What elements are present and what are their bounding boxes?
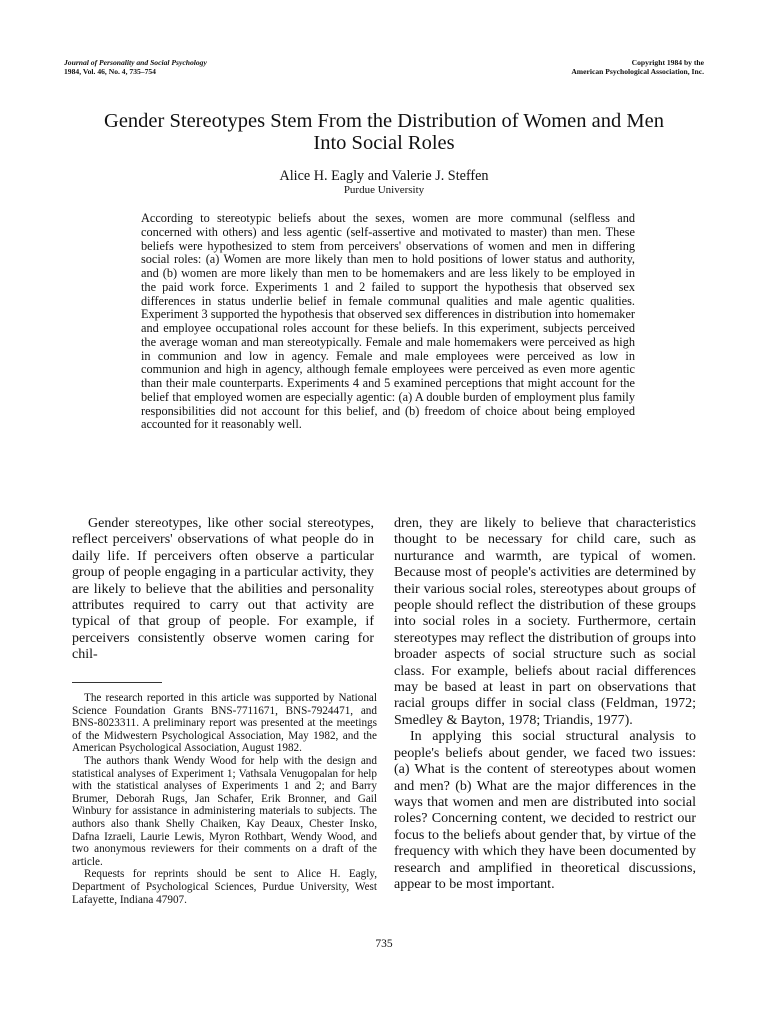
- journal-name: Journal of Personality and Social Psychology: [64, 58, 207, 67]
- body-column-right: [394, 516, 696, 893]
- footnote-funding: The research reported in this article was supported by National Science Foundation Grants BNS-7711671, BNS-7924471, and BNS-8023311. A preliminary report was presented at the meetings of the Midwestern Psychological Association, May 1982, and the American Psychological Association, August 1982.: [72, 692, 377, 755]
- body-paragraph: In applying this social structural analysis to people's beliefs about gender, we faced two issues: (a) What is the content of stereotypes about women and men? (b) What are the major differences in the ways that women and men are distributed into social roles? Concerning content, we decided to restrict our focus to the beliefs about gender that, by virtue of the frequency with which they have been documented by research and amplified in theoretical discussions, appear to be most important.: [394, 729, 696, 892]
- copyright-header: [404, 58, 704, 76]
- body-paragraph: Gender stereotypes, like other social stereotypes, reflect perceivers' observations of what people do in daily life. If perceivers often observe a particular group of people engaging in a particular activity, they are likely to believe that the abilities and personality attributes required to carry out that activity are typical of that group of people. For example, if perceivers consistently observe women caring for chil-: [72, 516, 374, 663]
- journal-header: [64, 58, 344, 76]
- copyright-line-1: Copyright 1984 by the: [631, 58, 704, 67]
- footnote-divider: [72, 682, 162, 683]
- abstract: According to stereotypic beliefs about the sexes, women are more communal (selfless and concerned with others) and less agentic (self-assertive and motivated to master) than men. These beliefs were hypothesized to stem from perceivers' observations of women and men in differing social roles: (a) Women are more likely than men to hold positions of lower status and authority, and (b) women are more likely than men to be homemakers and are less likely to be employed in the paid work force. Experiments 1 and 2 failed to support the hypothesis that observed sex differences in status underlie belief in female communal qualities and male agentic qualities. Experiment 3 supported the hypothesis that observed sex differences in distribution into homemaker and employee occupational roles account for these beliefs. In this experiment, subjects perceived the average woman and man stereotypically. Female and male homemakers were perceived as high in communion and low in agency. Female and male employees were perceived as low in communion and high in agency, although female employees were perceived as even more agentic than their male counterparts. Experiments 4 and 5 examined perceptions that might account for the belief that employed women are especially agentic: (a) A double burden of employment plus family responsibilities did not account for this belief, and (b) freedom of choice about being employed accounted for it reasonably well.: [141, 211, 635, 432]
- journal-volume: 1984, Vol. 46, No. 4, 735–754: [64, 67, 156, 76]
- footnote-acknowledgments: The authors thank Wendy Wood for help with the design and statistical analyses of Experiment 1; Vathsala Venugopalan for help with the statistical analyses of Experiments 1 and 2; and Barry Brumer, Deborah Rugs, Jan Schafer, Erik Bronner, and Gail Winbury for assistance in administering materials to subjects. The authors also thank Shelly Chaiken, Kay Deaux, Chester Insko, Dafna Izraeli, Laurie Lewis, Myron Rothbart, Wendy Wood, and two anonymous reviewers for their comments on a draft of the article.: [72, 754, 377, 868]
- article-authors: Alice H. Eagly and Valerie J. Steffen: [279, 168, 489, 184]
- page-number: 735: [375, 938, 393, 950]
- footnote-reprints: Requests for reprints should be sent to Alice H. Eagly, Department of Psychological Sciences, Purdue University, West Lafayette, Indiana 47907.: [72, 868, 377, 906]
- body-column-left: [72, 516, 374, 664]
- author-affiliation: Purdue University: [343, 184, 425, 196]
- footnotes: [72, 692, 377, 906]
- body-paragraph: dren, they are likely to believe that characteristics thought to be necessary for child care, such as nurturance and warmth, are typical of women. Because most of people's activities are determined by their various social roles, stereotypes about groups of people should reflect the distribution of these groups into social roles in a society. Furthermore, certain stereotypes may reflect the distribution of groups into broader aspects of social structure such as social class. For example, beliefs about racial differences may be based at least in part on observations that racial groups differ in social class (Feldman, 1972; Smedley & Bayton, 1978; Triandis, 1977).: [394, 516, 696, 728]
- article-title: Gender Stereotypes Stem From the Distribution of Women and Men Into Social Roles: [104, 110, 664, 154]
- copyright-line-2: American Psychological Association, Inc.: [571, 67, 704, 76]
